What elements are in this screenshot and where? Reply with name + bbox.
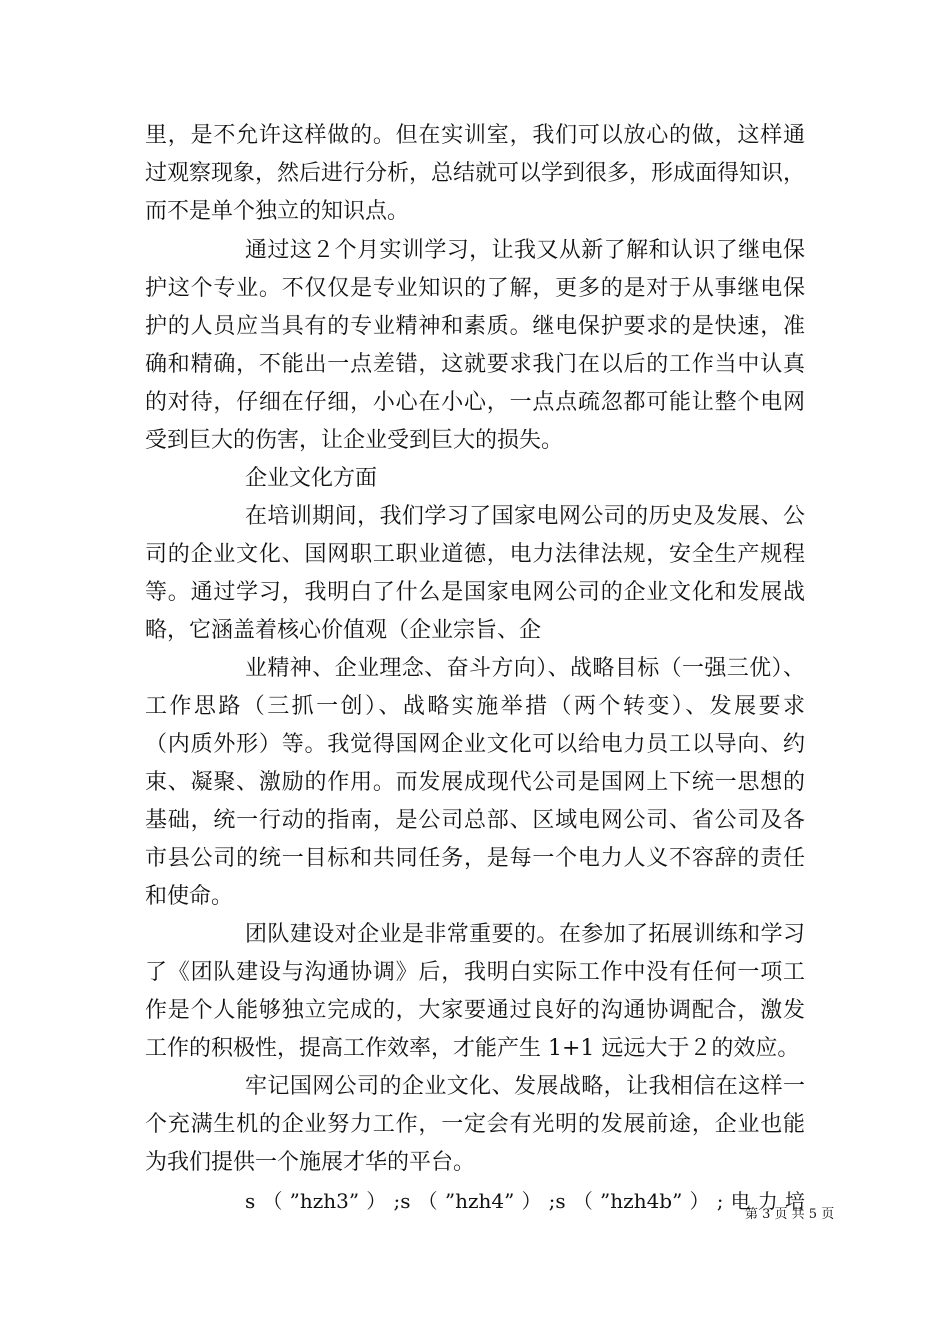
paragraph-line: 牢记国网公司的企业文化、发展战略，让我相信在这样一 bbox=[245, 1074, 805, 1099]
paragraph-line: 确和精确，不能出一点差错，这就要求我门在以后的工作当中认真 bbox=[145, 352, 805, 377]
paragraph-line: 略，它涵盖着核心价值观（企业宗旨、企 bbox=[145, 618, 542, 643]
paragraph-line: 工作思路（三抓一创）、战略实施举措（两个转变）、发展要求 bbox=[145, 694, 805, 719]
paragraph-line: 护的人员应当具有的专业精神和素质。继电保护要求的是快速，准 bbox=[145, 314, 805, 339]
paragraph-line: 和使命。 bbox=[145, 884, 234, 909]
paragraph-line: 等。通过学习，我明白了什么是国家电网公司的企业文化和发展战 bbox=[145, 580, 805, 605]
paragraph-line: 为我们提供一个施展才华的平台。 bbox=[145, 1150, 476, 1175]
paragraph-line: 在培训期间，我们学习了国家电网公司的历史及发展、公 bbox=[245, 504, 805, 529]
paragraph-line: 的对待，仔细在仔细，小心在小心，一点点疏忽都可能让整个电网 bbox=[145, 390, 805, 415]
paragraph-line: 受到巨大的伤害，让企业受到巨大的损失。 bbox=[145, 428, 564, 453]
paragraph-line: 通过这２个月实训学习，让我又从新了解和认识了继电保 bbox=[245, 238, 805, 263]
paragraph-line: 而不是单个独立的知识点。 bbox=[145, 199, 410, 224]
paragraph-line: 束、凝聚、激励的作用。而发展成现代公司是国网上下统一思想的 bbox=[145, 770, 805, 795]
paragraph-line: 了《团队建设与沟通协调》后，我明白实际工作中没有任何一项工 bbox=[145, 960, 805, 985]
paragraph-line: 司的企业文化、国网职工职业道德，电力法律法规，安全生产规程 bbox=[145, 542, 805, 567]
paragraph-line: 团队建设对企业是非常重要的。在参加了拓展训练和学习 bbox=[245, 922, 805, 947]
paragraph-line: （内质外形）等。我觉得国网企业文化可以给电力员工以导向、约 bbox=[145, 732, 805, 757]
paragraph-line: 工作的积极性，提高工作效率，才能产生 1+1 远远大于２的效应。 bbox=[145, 1036, 800, 1061]
paragraph-line: 作是个人能够独立完成的，大家要通过良好的沟通协调配合，激发 bbox=[145, 998, 805, 1023]
section-heading: 企业文化方面 bbox=[245, 466, 378, 491]
paragraph-line: 业精神、企业理念、奋斗方向）、战略目标（一强三优）、 bbox=[245, 656, 805, 681]
page-number: 第 3 页 共 5 页 bbox=[745, 1207, 835, 1222]
paragraph-line: 里，是不允许这样做的。但在实训室，我们可以放心的做，这样通 bbox=[145, 123, 805, 148]
paragraph-line: 个充满生机的企业努力工作，一定会有光明的发展前途，企业也能 bbox=[145, 1112, 805, 1137]
paragraph-line: 基础，统一行动的指南，是公司总部、区域电网公司、省公司及各 bbox=[145, 808, 805, 833]
paragraph-line: 市县公司的统一目标和共同任务，是每一个电力人义不容辞的责任 bbox=[145, 846, 805, 871]
paragraph-line: 过观察现象，然后进行分析，总结就可以学到很多，形成面得知识， bbox=[145, 161, 806, 186]
paragraph-line: 护这个专业。不仅仅是专业知识的了解，更多的是对于从事继电保 bbox=[145, 276, 805, 301]
paragraph-line: s（”hzh3”）;s（”hzh4”）;s（”hzh4b”）;电力培 bbox=[245, 1189, 805, 1213]
